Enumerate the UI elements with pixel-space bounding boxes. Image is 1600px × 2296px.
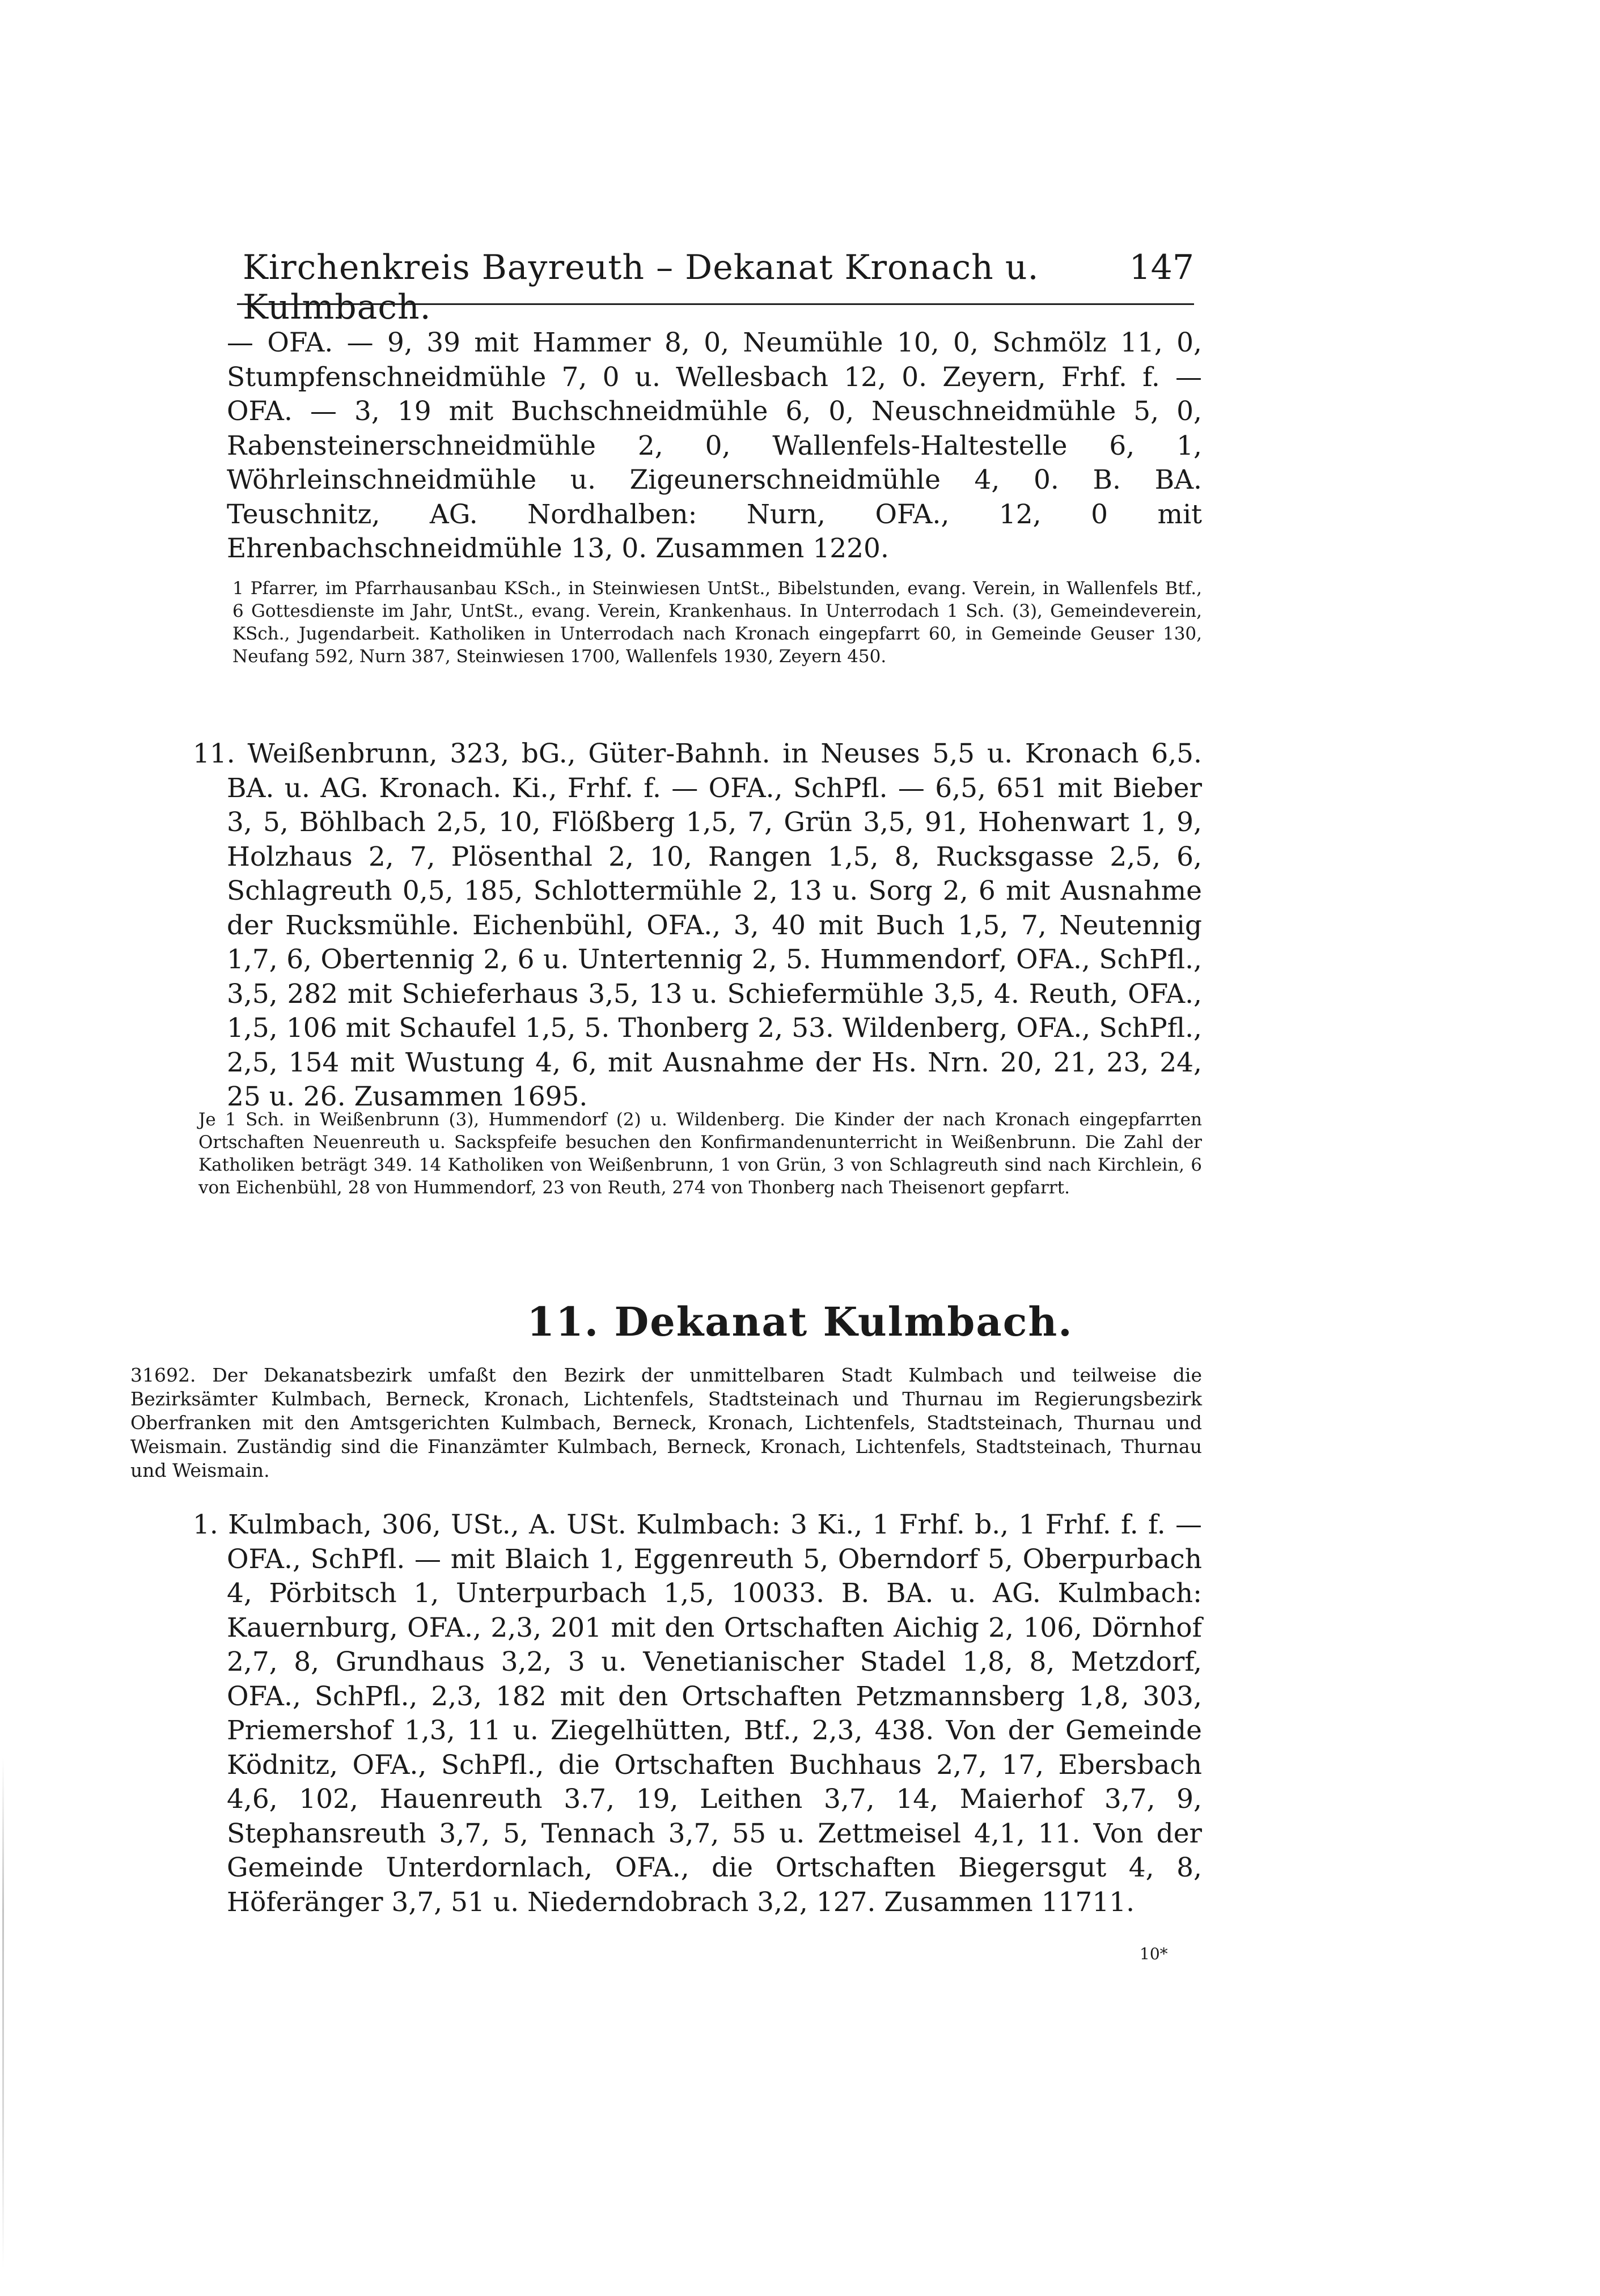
scan-edge-mark — [2, 1757, 4, 2268]
entry-kulmbach — [193, 1508, 1202, 1920]
intro-text: 31692. Der Dekanatsbezirk umfaßt den Bezirk der unmittelbaren Stadt Kulmbach und teilweise die Bezirksämter Kulmbach, Berneck, Kronach, Lichtenfels, Stadtsteinach und Thurnau im Regierungsbezirk Oberfranken mit den Amtsgerichten Kulmbach, Berneck, Kronach, Lichtenfels, Stadtsteinach, Thurnau und Weismain. Zuständig sind die Finanzämter Kulmbach, Berneck, Kronach, Lichtenfels, Stadtsteinach, Thurnau und Weismain. — [130, 1364, 1202, 1481]
header-title: Kirchenkreis Bayreuth – Dekanat Kronach u. Kulmbach. — [243, 248, 1039, 327]
paragraph-text: — OFA. — 9, 39 mit Hammer 8, 0, Neumühle 10, 0, Schmölz 11, 0, Stumpfenschneidmühle 7, 0 u. Wellesbach 12, 0. Zeyern, Frhf. f. — OFA. — 3, 19 mit Buchschneidmühle 6, 0, Neuschneidmühle 5, 0, Rabensteinerschneidmühle 2, 0, Wallenfels-Haltestelle 6, 1, Wöhrleinschneidmühle u. Zigeunerschneidmühle 4, 0. B. BA. Teuschnitz, AG. Nordhalben: Nurn, OFA., 12, 0 mit Ehrenbachschneidmühle 13, 0. Zusammen 1220. — [227, 327, 1202, 564]
section-heading: 11. Dekanat Kulmbach. — [527, 1298, 1073, 1345]
footnote-1 — [227, 577, 1202, 668]
page-number: 147 — [1129, 248, 1194, 287]
footnote-text: 1 Pfarrer, im Pfarrhausanbau KSch., in Steinwiesen UntSt., Bibelstunden, evang. Verein, in Wallenfels Btf., 6 Gottesdienste im Jahr, UntSt., evang. Verein, Krankenhaus. In Unterrodach 1 Sch. (3), Gemeindeverein, KSch., Jugendarbeit. Katholiken in Unterrodach nach Kronach eingepfarrt 60, in Gemeinde Geuser 130, Neufang 592, Nurn 387, Steinwiesen 1700, Wallenfels 1930, Zeyern 450. — [232, 578, 1202, 667]
entry-text: 1. Kulmbach, 306, USt., A. USt. Kulmbach: 3 Ki., 1 Frhf. b., 1 Frhf. f. f. — OFA., SchPfl. — mit Blaich 1, Eggenreuth 5, Oberndorf 5, Oberpurbach 4, Pörbitsch 1, Unterpurbach 1,5, 10033. B. BA. u. AG. Kulmbach: Kauernburg, OFA., 2,3, 201 mit den Ortschaften Aichig 2, 106, Dörnhof 2,7, 8, Grundhaus 3,2, 3 u. Venetianischer Stadel 1,8, 8, Metzdorf, OFA., SchPfl., 2,3, 182 mit den Ortschaften Petzmannsberg 1,8, 303, Priemershof 1,3, 11 u. Ziegelhütten, Btf., 2,3, 438. Von der Gemeinde Ködnitz, OFA., SchPfl., die Ortschaften Buchhaus 2,7, 17, Ebersbach 4,6, 102, Hauenreuth 3.7, 19, Leithen 3,7, 14, Maierhof 3,7, 9, Stephansreuth 3,7, 5, Tennach 3,7, 55 u. Zettmeisel 4,1, 11. Von der Gemeinde Unterdornlach, OFA., die Ortschaften Biegersgut 4, 8, Höferänger 3,7, 51 u. Niederndobrach 3,2, 127. Zusammen 11711. — [193, 1509, 1202, 1918]
running-header — [237, 241, 1194, 327]
entry-text: 11. Weißenbrunn, 323, bG., Güter-Bahnh. in Neuses 5,5 u. Kronach 6,5. BA. u. AG. Kronach. Ki., Frhf. f. — OFA., SchPfl. — 6,5, 651 mit Bieber 3, 5, Böhlbach 2,5, 10, Flößberg 1,5, 7, Grün 3,5, 91, Hohenwart 1, 9, Holzhaus 2, 7, Plösenthal 2, 10, Rangen 1,5, 8, Rucksgasse 2,5, 6, Schlagreuth 0,5, 185, Schlottermühle 2, 13 u. Sorg 2, 6 mit Ausnahme der Rucksmühle. Eichenbühl, OFA., 3, 40 mit Buch 1,5, 7, Neutennig 1,7, 6, Obertennig 2, 6 u. Untertennig 2, 5. Hummendorf, OFA., SchPfl., 3,5, 282 mit Schieferhaus 3,5, 13 u. Schiefermühle 3,5, 4. Reuth, OFA., 1,5, 106 mit Schaufel 1,5, 5. Thonberg 2, 53. Wildenberg, OFA., SchPfl., 2,5, 154 mit Wustung 4, 6, mit Ausnahme der Hs. Nrn. 20, 21, 23, 24, 25 u. 26. Zusammen 1695. — [193, 738, 1202, 1112]
footnote-text: Je 1 Sch. in Weißenbrunn (3), Hummendorf (2) u. Wildenberg. Die Kinder der nach Kronach eingepfarrten Ortschaften Neuenreuth u. Sackspfeife besuchen den Konfirmandenunterricht in Weißenbrunn. Die Zahl der Katholiken beträgt 349. 14 Katholiken von Weißenbrunn, 1 von Grün, 3 von Schlagreuth sind nach Kirchlein, 6 von Eichenbühl, 28 von Hummendorf, 23 von Reuth, 274 von Thonberg nach Theisenort gepfarrt. — [198, 1109, 1202, 1198]
paragraph-continuation — [193, 326, 1202, 566]
section-intro — [130, 1363, 1202, 1482]
printer-signature: 10* — [1140, 1945, 1168, 1963]
entry-weissenbrunn — [193, 737, 1202, 1115]
footnote-2 — [193, 1108, 1202, 1199]
